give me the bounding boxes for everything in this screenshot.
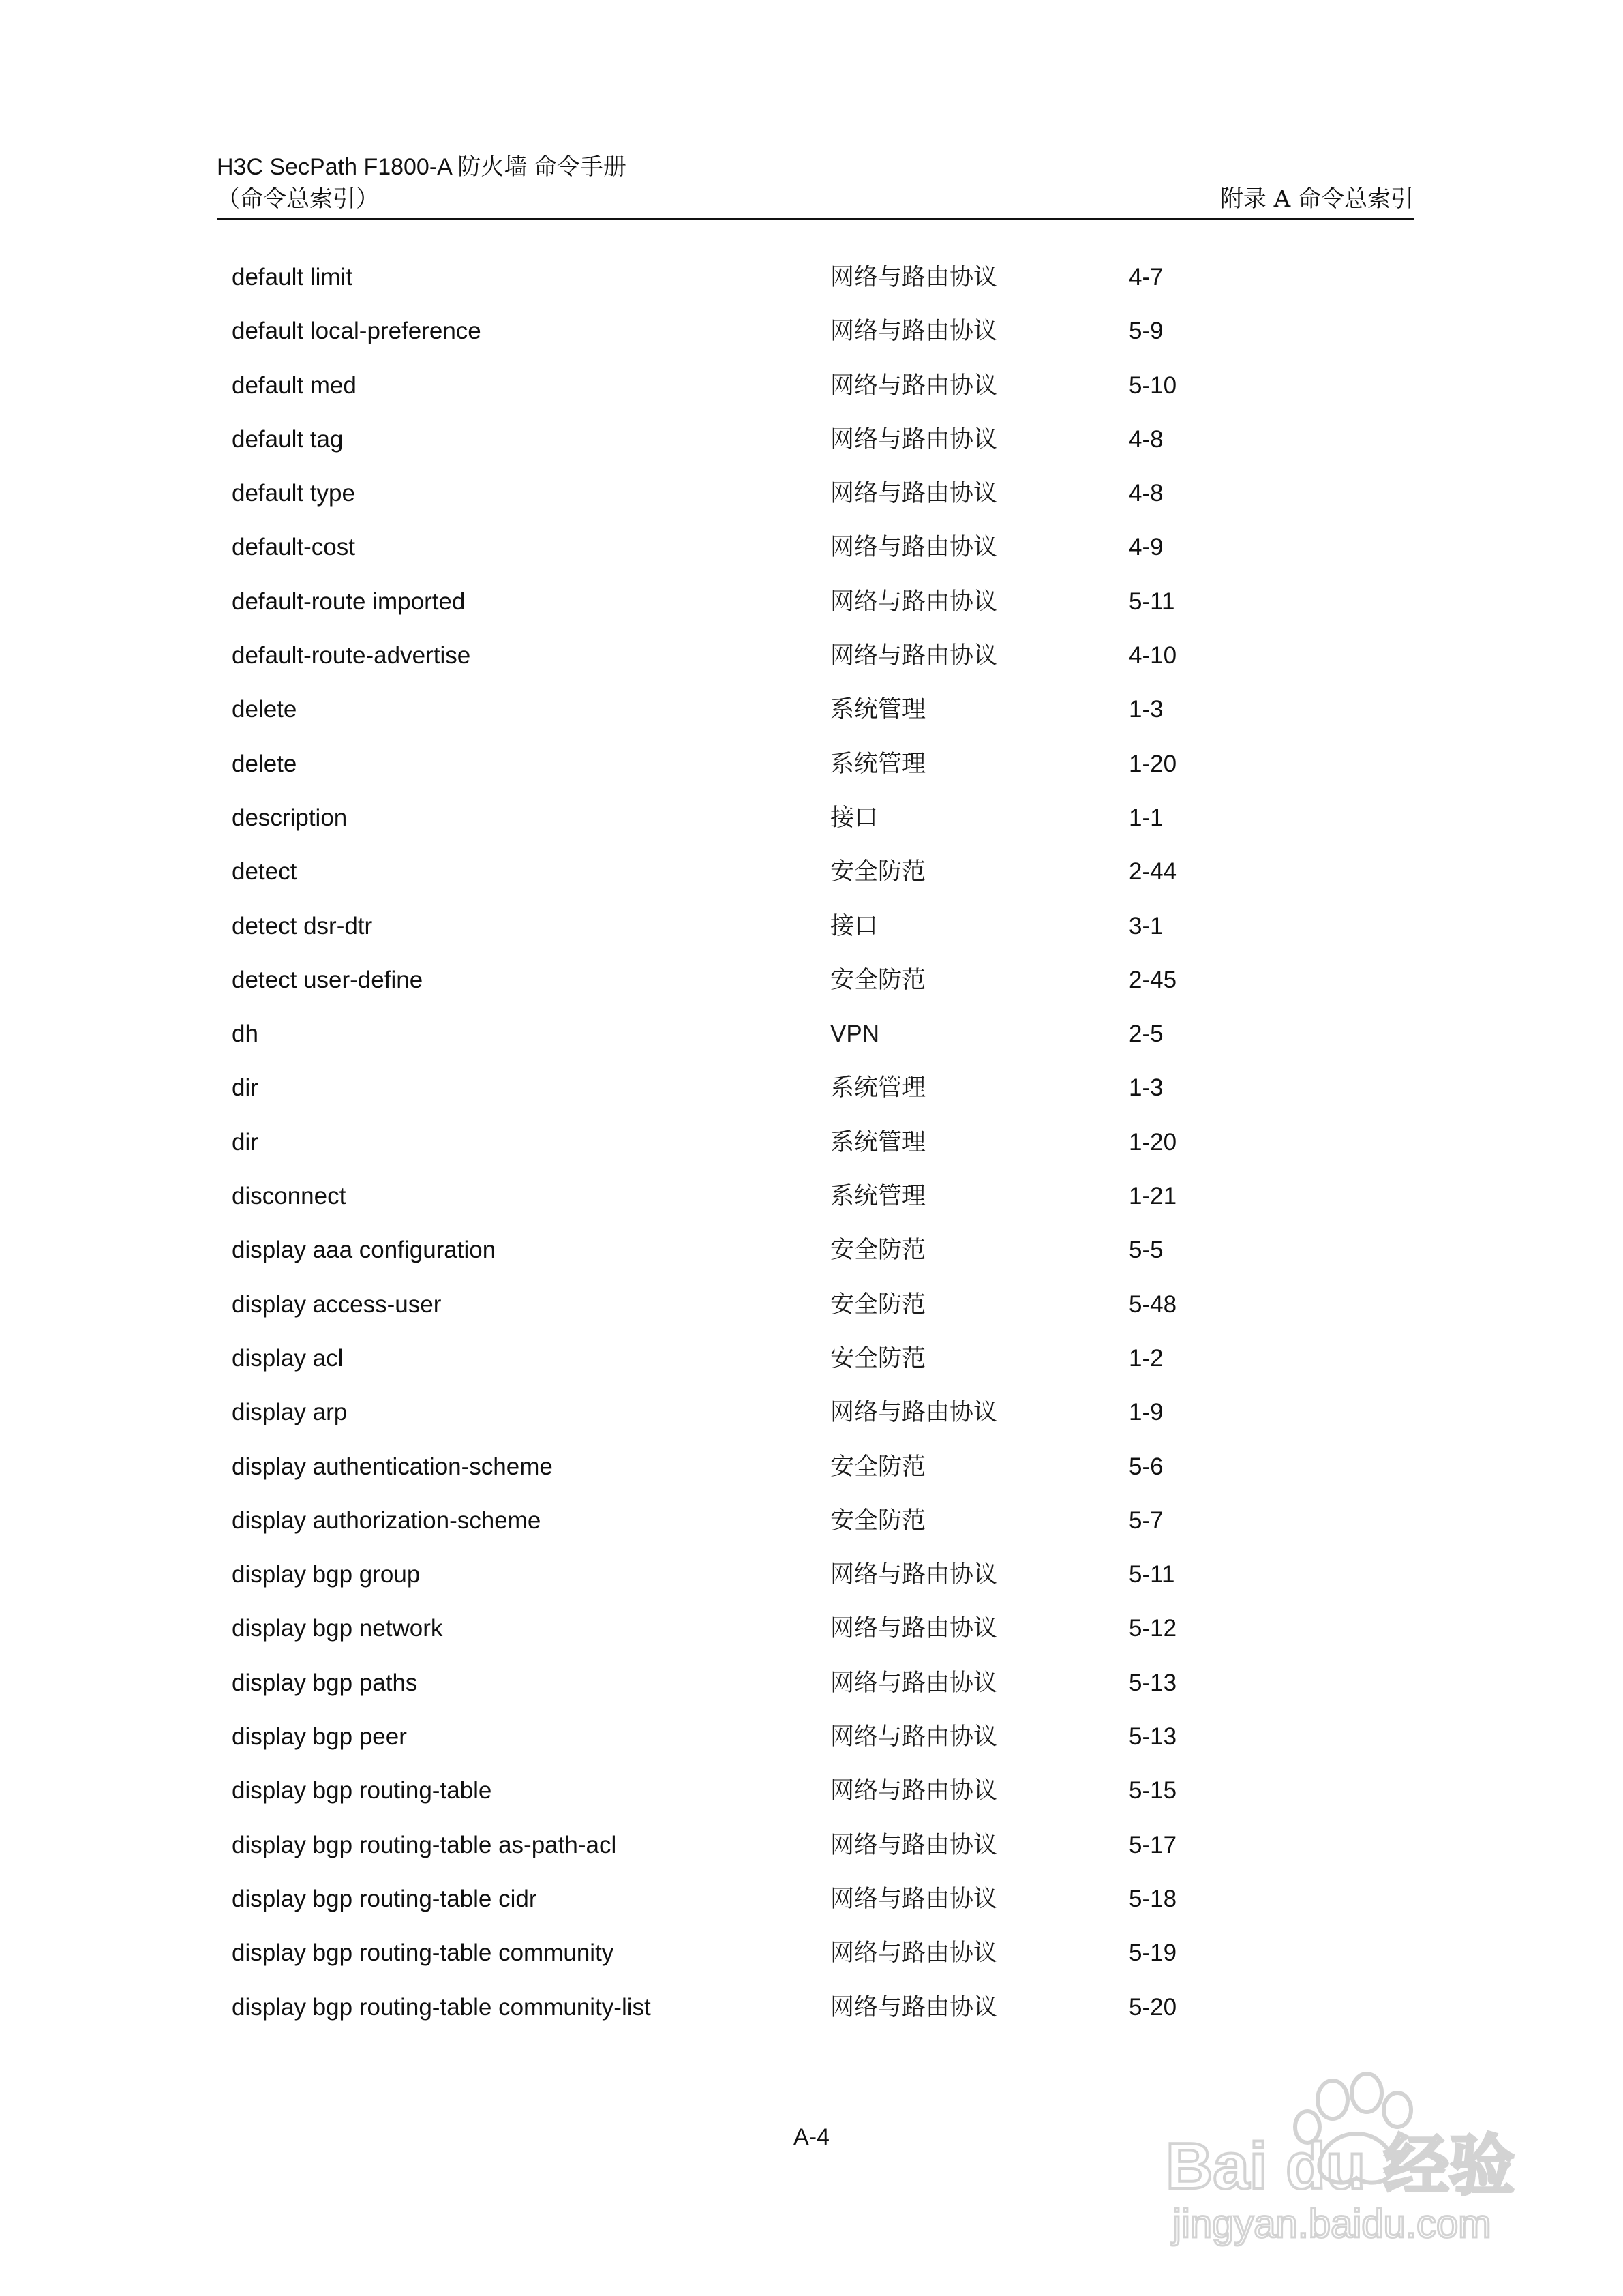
module-name: 安全防范 — [830, 1453, 926, 1481]
module-name: 安全防范 — [830, 1237, 926, 1265]
index-row — [232, 1232, 1322, 1286]
page-header — [217, 151, 1414, 217]
watermark-brand: Bai du 经验 — [1166, 2130, 1515, 2203]
command-name: display bgp routing-table cidr — [232, 1885, 537, 1912]
header-rule — [217, 218, 1414, 220]
index-row — [232, 962, 1322, 1016]
header-subtitle-row — [217, 183, 1414, 217]
page-reference: 4-10 — [1129, 642, 1177, 669]
index-row — [232, 1881, 1322, 1935]
header-title: H3C SecPath F1800-A 防火墙 命令手册 — [217, 154, 626, 180]
page-reference: 1-20 — [1129, 1128, 1177, 1155]
index-row — [232, 367, 1322, 421]
module-name: 网络与路由协议 — [830, 1615, 998, 1643]
page-reference: 5-11 — [1129, 1561, 1175, 1588]
page-reference: 1-9 — [1129, 1399, 1164, 1426]
command-name: default type — [232, 480, 355, 507]
page-reference: 1-3 — [1129, 1074, 1164, 1102]
page-reference: 5-20 — [1129, 1993, 1177, 2021]
command-name: display bgp routing-table — [232, 1777, 492, 1804]
command-name: detect — [232, 858, 297, 886]
command-name: delete — [232, 750, 297, 777]
command-name: display access-user — [232, 1290, 442, 1318]
page-reference: 3-1 — [1129, 912, 1164, 939]
command-name: detect dsr-dtr — [232, 912, 373, 939]
command-name: default med — [232, 372, 357, 399]
module-name: 网络与路由协议 — [830, 264, 998, 291]
command-name: detect user-define — [232, 966, 423, 993]
module-name: 网络与路由协议 — [830, 1669, 998, 1697]
index-row — [232, 259, 1322, 313]
page-reference: 4-8 — [1129, 425, 1164, 453]
command-index-list — [232, 259, 1322, 2043]
command-name: display authorization-scheme — [232, 1507, 541, 1534]
page-reference: 5-18 — [1129, 1885, 1177, 1912]
index-row — [232, 800, 1322, 854]
index-row — [232, 1610, 1322, 1664]
command-name: display aaa configuration — [232, 1237, 496, 1264]
command-name: dir — [232, 1074, 258, 1102]
index-row — [232, 691, 1322, 745]
watermark-url: jingyan.baidu.com — [1172, 2202, 1491, 2246]
module-name: 系统管理 — [830, 1183, 926, 1211]
command-name: display bgp paths — [232, 1669, 418, 1696]
module-name: 网络与路由协议 — [830, 1939, 998, 1967]
index-row — [232, 1070, 1322, 1123]
module-name: 系统管理 — [830, 750, 926, 778]
page-reference: 5-17 — [1129, 1831, 1177, 1858]
index-row — [232, 1502, 1322, 1556]
module-name: 网络与路由协议 — [830, 425, 998, 453]
page-reference: 1-2 — [1129, 1344, 1164, 1372]
index-row — [232, 529, 1322, 583]
page-reference: 5-7 — [1129, 1507, 1164, 1534]
module-name: 网络与路由协议 — [830, 534, 998, 562]
command-name: dh — [232, 1021, 258, 1048]
module-name: 接口 — [830, 804, 879, 832]
command-name: default-route-advertise — [232, 642, 471, 669]
module-name: 接口 — [830, 912, 879, 940]
module-name: 网络与路由协议 — [830, 480, 998, 508]
index-row — [232, 1719, 1322, 1772]
command-name: default tag — [232, 425, 344, 453]
page-reference: 5-5 — [1129, 1237, 1164, 1264]
index-row — [232, 1827, 1322, 1881]
index-row — [232, 313, 1322, 367]
module-name: 网络与路由协议 — [830, 1561, 998, 1589]
index-row — [232, 1772, 1322, 1826]
module-name: 网络与路由协议 — [830, 1885, 998, 1913]
module-name: 安全防范 — [830, 1290, 926, 1318]
command-name: display authentication-scheme — [232, 1453, 553, 1480]
index-row — [232, 1449, 1322, 1502]
command-name: display acl — [232, 1344, 344, 1372]
index-row — [232, 908, 1322, 962]
index-row — [232, 1124, 1322, 1178]
command-name: default-cost — [232, 534, 355, 561]
index-row — [232, 1394, 1322, 1448]
command-name: disconnect — [232, 1183, 346, 1210]
command-name: display arp — [232, 1399, 348, 1426]
command-name: display bgp peer — [232, 1723, 407, 1751]
header-section: 附录 A 命令总索引 — [1219, 185, 1414, 213]
module-name: VPN — [830, 1021, 879, 1048]
page-reference: 4-8 — [1129, 480, 1164, 507]
command-name: display bgp routing-table community-list — [232, 1993, 651, 2021]
index-row — [232, 1340, 1322, 1394]
page-reference: 5-11 — [1129, 588, 1175, 615]
command-name: display bgp network — [232, 1615, 443, 1642]
page-reference: 2-45 — [1129, 966, 1177, 993]
module-name: 安全防范 — [830, 1344, 926, 1372]
page-reference: 1-21 — [1129, 1183, 1177, 1210]
paw-logo-icon — [1152, 2052, 1534, 2256]
module-name: 安全防范 — [830, 858, 926, 886]
index-row — [232, 1665, 1322, 1719]
command-name: default local-preference — [232, 318, 481, 345]
page-reference: 5-9 — [1129, 318, 1164, 345]
command-name: default limit — [232, 264, 353, 290]
page-reference: 5-48 — [1129, 1290, 1177, 1318]
index-row — [232, 421, 1322, 475]
module-name: 网络与路由协议 — [830, 1777, 998, 1805]
module-name: 网络与路由协议 — [830, 1399, 998, 1427]
module-name: 安全防范 — [830, 966, 926, 994]
module-name: 网络与路由协议 — [830, 1831, 998, 1859]
command-name: description — [232, 804, 348, 831]
index-row — [232, 584, 1322, 637]
page-reference: 2-5 — [1129, 1021, 1164, 1048]
index-row — [232, 1935, 1322, 1989]
header-subtitle: （命令总索引） — [217, 185, 379, 213]
module-name: 系统管理 — [830, 696, 926, 724]
page-reference: 5-13 — [1129, 1669, 1177, 1696]
module-name: 网络与路由协议 — [830, 372, 998, 399]
command-name: display bgp routing-table community — [232, 1939, 614, 1967]
index-row — [232, 1556, 1322, 1610]
page-reference: 1-20 — [1129, 750, 1177, 777]
command-name: display bgp group — [232, 1561, 421, 1588]
page-reference: 4-9 — [1129, 534, 1164, 561]
index-row — [232, 746, 1322, 800]
command-name: default-route imported — [232, 588, 466, 615]
page-reference: 5-12 — [1129, 1615, 1177, 1642]
index-row — [232, 1016, 1322, 1070]
index-row — [232, 1178, 1322, 1232]
module-name: 网络与路由协议 — [830, 318, 998, 346]
command-name: dir — [232, 1128, 258, 1155]
index-row — [232, 1286, 1322, 1340]
index-row — [232, 854, 1322, 907]
command-name: delete — [232, 696, 297, 723]
index-row — [232, 637, 1322, 691]
module-name: 网络与路由协议 — [830, 588, 998, 616]
page-reference: 1-3 — [1129, 696, 1164, 723]
page-reference: 1-1 — [1129, 804, 1164, 831]
page-reference: 4-7 — [1129, 264, 1164, 290]
page-reference: 5-19 — [1129, 1939, 1177, 1967]
page-reference: 5-15 — [1129, 1777, 1177, 1804]
page-reference: 5-13 — [1129, 1723, 1177, 1751]
module-name: 系统管理 — [830, 1128, 926, 1156]
index-row — [232, 475, 1322, 529]
page-reference: 5-6 — [1129, 1453, 1164, 1480]
module-name: 安全防范 — [830, 1507, 926, 1535]
module-name: 网络与路由协议 — [830, 642, 998, 670]
module-name: 系统管理 — [830, 1074, 926, 1102]
page-number: A-4 — [793, 2124, 830, 2150]
page-reference: 5-10 — [1129, 372, 1177, 399]
page-reference: 2-44 — [1129, 858, 1177, 886]
baidu-jingyan-watermark — [1152, 2052, 1534, 2256]
command-name: display bgp routing-table as-path-acl — [232, 1831, 617, 1858]
module-name: 网络与路由协议 — [830, 1993, 998, 2021]
module-name: 网络与路由协议 — [830, 1723, 998, 1751]
index-row — [232, 1989, 1322, 2043]
